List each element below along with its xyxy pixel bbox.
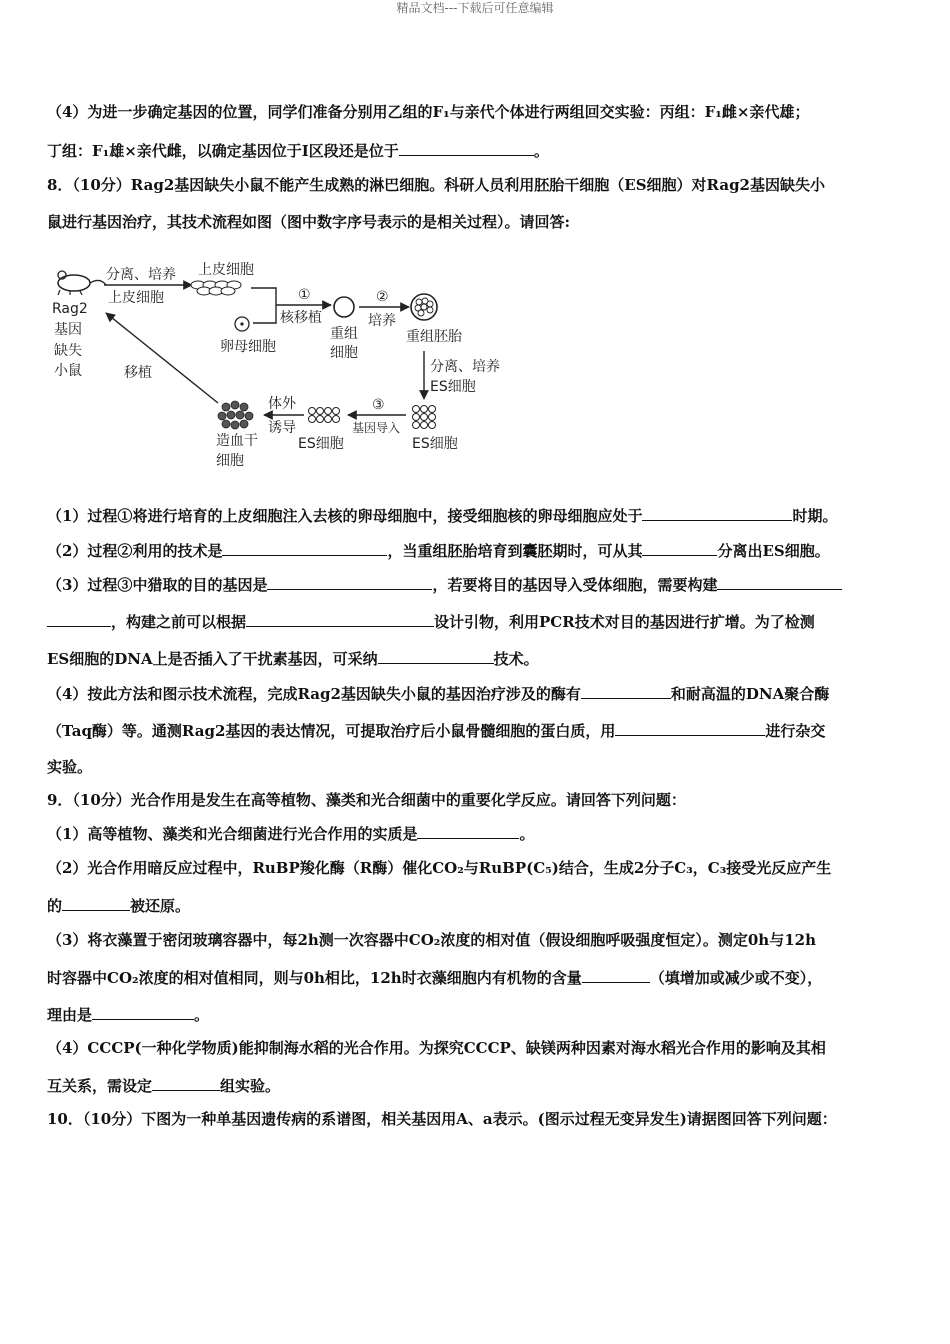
induction-label: 诱导 (268, 420, 296, 436)
q9-part4-text-b: 互关系，需设定 (47, 1077, 153, 1095)
answer-blank[interactable] (47, 611, 111, 627)
answer-blank[interactable] (378, 648, 494, 664)
q8-part3-text-b: ，若要将目的基因导入受体细胞，需要构建 (432, 576, 718, 594)
q8-part2 (47, 540, 830, 561)
step1-label: ① (298, 287, 311, 303)
q8-part4-text-b: 和耐高温的DNA聚合酶 (670, 685, 830, 703)
transplant-label: 移植 (124, 365, 152, 381)
q8-part4-line2 (47, 720, 825, 741)
q9-part4-line1: （4）CCCP(一种化学物质)能抑制海水稻的光合作用。为探究CCCP、缺镁两种因素对海水稻光合作用的影响及其相 (47, 1039, 826, 1057)
q9-part1 (47, 823, 534, 844)
epithelial-under-arrow-label: 上皮细胞 (108, 290, 164, 306)
q9-part3-text-c: （填增加或减少或不变）， (649, 969, 823, 987)
answer-blank[interactable] (615, 720, 765, 736)
answer-blank[interactable] (222, 540, 387, 556)
answer-blank[interactable] (152, 1075, 220, 1091)
q9-part4-line2 (47, 1075, 280, 1096)
q9-part3-line2 (47, 967, 822, 988)
epithelial-cells-icon (191, 281, 241, 295)
recombinant-cell-label-1: 重组 (330, 326, 358, 342)
q8-part4-text-d: 进行杂交 (765, 722, 826, 740)
answer-blank[interactable] (581, 683, 671, 699)
q8-part1-text: （1）过程①将进行培育的上皮细胞注入去核的卵母细胞中，接受细胞核的卵母细胞应处于 (47, 507, 643, 525)
q8-part3-line2 (47, 611, 815, 632)
recombinant-embryo-icon (411, 294, 437, 320)
epithelial-cells-label: 上皮细胞 (198, 262, 254, 278)
page-header: 精品文档---下载后可任意编辑 (396, 1, 554, 15)
step3-label: ③ (372, 397, 385, 413)
q9-part2-text-b: 的 (47, 897, 63, 915)
q7-part4-text: 丁组：F₁雄×亲代雌，以确定基因位于Ⅰ区段还是位于 (47, 142, 399, 160)
q8-part3-text-e: ES细胞的DNA上是否插入了干扰素基因，可采纳 (47, 650, 378, 668)
q9-part3-text-e: 。 (194, 1006, 210, 1024)
es-cells-mid-label: ES细胞 (298, 436, 344, 452)
q7-part4-line2 (47, 140, 549, 161)
q7-part4-line1: （4）为进一步确定基因的位置，同学们准备分别用乙组的F₁与亲代个体进行两组回交实验：丙组：F₁雌×亲代雄； (47, 103, 810, 121)
q8-part3-text-f: 技术。 (493, 650, 539, 668)
q9-part3-line1: （3）将衣藻置于密闭玻璃容器中，每2h测一次容器中CO₂浓度的相对值（假设细胞呼吸强度恒定）。测定0h与12h (47, 931, 816, 949)
q8-part3-line1 (47, 574, 842, 595)
q7-part4-end: 。 (533, 142, 549, 160)
hematopoietic-label-1: 造血干 (216, 433, 258, 449)
q9-part2-line1: （2）光合作用暗反应过程中，RuBP羧化酶（R酶）催化CO₂与RuBP(C₅)结合，生成2分子C₃，C₃接受光反应产生 (47, 859, 832, 877)
step2-label: ② (376, 289, 389, 305)
answer-blank[interactable] (246, 611, 434, 627)
q8-part4-line1 (47, 683, 829, 704)
answer-blank[interactable] (399, 140, 534, 156)
arrow-transplant (106, 313, 218, 403)
q8-part3-line3 (47, 648, 539, 669)
q9-part3-line3 (47, 1004, 209, 1025)
answer-blank[interactable] (92, 1004, 194, 1020)
es-cells-right-label: ES细胞 (412, 436, 458, 452)
es-cells-mid-icon (309, 408, 340, 423)
recombinant-embryo-label: 重组胚胎 (406, 329, 462, 345)
q8-part4-text-c: （Taq酶）等。通测Rag2基因的表达情况，可提取治疗后小鼠骨髓细胞的蛋白质，用 (47, 722, 616, 740)
hematopoietic-label-2: 细胞 (216, 453, 244, 469)
answer-blank[interactable] (582, 967, 650, 983)
mouse-label-1: Rag2 (52, 301, 88, 317)
q9-part4-text-c: 组实验。 (220, 1077, 281, 1095)
q8-part2-text-a: （2）过程②利用的技术是 (47, 542, 223, 560)
q8-intro-line2: 鼠进行基因治疗，其技术流程如图（图中数字序号表示的是相关过程）。请回答: (47, 213, 571, 231)
separate-culture-es-label-1: 分离、培养 (430, 359, 500, 375)
answer-blank[interactable] (62, 895, 130, 911)
q8-part4-line3: 实验。 (47, 758, 93, 776)
q8-part2-text-b: ，当重组胚胎培育到囊胚期时，可从其 (387, 542, 643, 560)
q8-part2-text-c: 分离出ES细胞。 (717, 542, 830, 560)
mouse-label-3: 缺失 (54, 343, 82, 359)
es-cell-gene-therapy-diagram (46, 255, 526, 480)
oocyte-icon (235, 317, 249, 331)
answer-blank[interactable] (717, 574, 842, 590)
q8-part3-text-c: ，构建之前可以根据 (111, 613, 247, 631)
q8-part4-text-a: （4）按此方法和图示技术流程，完成Rag2基因缺失小鼠的基因治疗涉及的酶有 (47, 685, 581, 703)
oocyte-label: 卵母细胞 (220, 339, 276, 355)
bracket-line (251, 288, 276, 323)
q8-part1-end: 时期。 (792, 507, 838, 525)
answer-blank[interactable] (417, 823, 519, 839)
recombinant-cell-label-2: 细胞 (330, 345, 358, 361)
q8-part1 (47, 505, 837, 526)
es-cells-right-icon (413, 406, 436, 429)
q9-part1-text: （1）高等植物、藻类和光合细菌进行光合作用的实质是 (47, 825, 418, 843)
q9-intro: 9．（10分）光合作用是发生在高等植物、藻类和光合细菌中的重要化学反应。请回答下列问题： (47, 791, 686, 809)
q9-part2-text-c: 被还原。 (130, 897, 191, 915)
separate-culture-es-label-2: ES细胞 (430, 379, 476, 395)
q9-part1-end: 。 (519, 825, 535, 843)
answer-blank[interactable] (642, 505, 792, 521)
mouse-icon (58, 271, 106, 295)
culture-label: 培养 (368, 313, 396, 329)
q8-intro-line1: 8．（10分）Rag2基因缺失小鼠不能产生成熟的淋巴细胞。科研人员利用胚胎干细胞（ES细胞）对Rag2基因缺失小 (47, 176, 825, 194)
q8-part3-text-a: （3）过程③中猎取的目的基因是 (47, 576, 268, 594)
q9-part3-text-d: 理由是 (47, 1006, 93, 1024)
mouse-label-2: 基因 (54, 322, 82, 338)
recombinant-cell-icon (334, 297, 354, 317)
q10-intro: 10．（10分）下图为一种单基因遗传病的系谱图，相关基因用A、a表示。(图示过程无变异发生)请据图回答下列问题： (47, 1110, 837, 1128)
q8-part3-text-d: 设计引物，利用PCR技术对目的基因进行扩增。为了检测 (434, 613, 815, 631)
separate-culture-label: 分离、培养 (106, 267, 176, 283)
gene-import-label: 基因导入 (352, 421, 401, 435)
q9-part2-line2 (47, 895, 190, 916)
q9-part3-text-b: 时容器中CO₂浓度的相对值相同，则与0h相比，12h时衣藻细胞内有机物的含量 (47, 969, 582, 987)
in-vitro-label: 体外 (268, 396, 296, 412)
hematopoietic-cells-icon (218, 401, 253, 429)
nuclear-transfer-label: 核移植 (280, 310, 322, 326)
answer-blank[interactable] (642, 540, 717, 556)
mouse-label-4: 小鼠 (54, 363, 82, 379)
answer-blank[interactable] (267, 574, 432, 590)
